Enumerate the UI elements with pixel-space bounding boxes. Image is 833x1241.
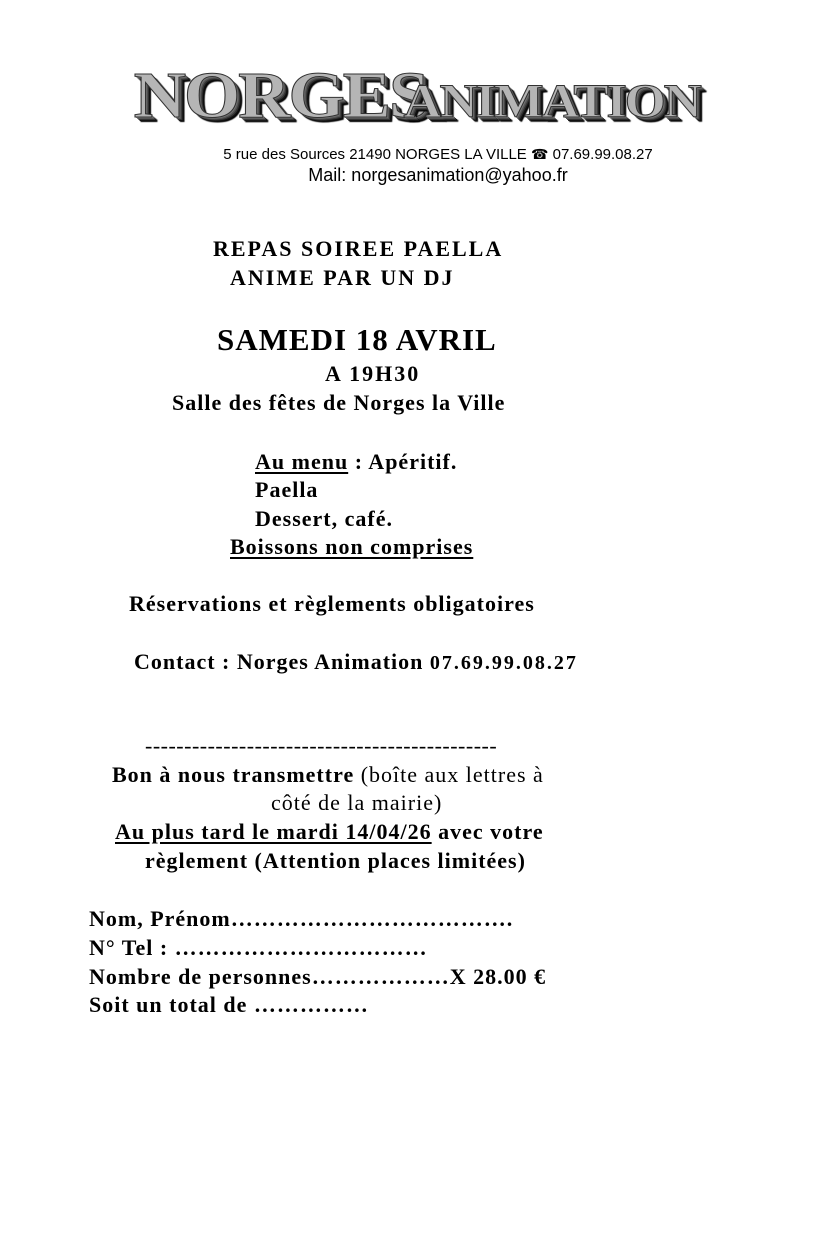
coupon-transmit: Bon à nous transmettre (112, 762, 355, 787)
logo (0, 58, 833, 158)
form-persons-field: Nombre de personnes………………X 28.00 € (89, 964, 547, 989)
coupon-line2: côté de la mairie) (271, 790, 443, 815)
reservation-note: Réservations et règlements obligatoires (129, 591, 535, 616)
drinks-note: Boissons non comprises (230, 534, 474, 559)
form-tel-field: N° Tel : …………………………… (89, 935, 428, 960)
event-title-line1: REPAS SOIREE PAELLA (213, 236, 504, 261)
logo-word-animation: ANIMATION (403, 75, 700, 128)
menu-item-aperitif: : Apéritif. (348, 449, 458, 474)
coupon-separator: --------------------------------------------- (145, 733, 498, 758)
form-name-field: Nom, Prénom………………………………. (89, 906, 514, 931)
mail-line: Mail: norgesanimation@yahoo.fr (308, 165, 568, 185)
phone-icon: ☎ (530, 146, 549, 162)
event-date: SAMEDI 18 AVRIL (217, 322, 497, 357)
logo-word-norges: NORGES (133, 59, 427, 132)
form-total-field: Soit un total de …………… (89, 992, 369, 1017)
event-venue: Salle des fêtes de Norges la Ville (172, 390, 506, 415)
menu-item-paella: Paella (255, 477, 319, 502)
coupon-mailbox: (boîte aux lettres à (354, 762, 544, 787)
event-title-line2: ANIME PAR UN DJ (230, 265, 455, 290)
coupon-line1 (112, 762, 544, 788)
menu-item-dessert: Dessert, café. (255, 506, 393, 531)
coupon-line4: règlement (Attention places limitées) (145, 848, 526, 873)
menu-line1 (255, 449, 457, 475)
address-line (0, 146, 833, 163)
header-phone: 07.69.99.08.27 (552, 146, 653, 163)
contact-label: Contact : Norges Animation (134, 649, 430, 674)
contact-phone: 07.69.99.08.27 (429, 652, 578, 674)
coupon-with-payment: avec votre (431, 819, 544, 844)
coupon-deadline: Au plus tard le mardi 14/04/26 (115, 819, 432, 844)
menu-label: Au menu (255, 449, 349, 474)
coupon-line3 (115, 819, 544, 845)
event-time: A 19H30 (325, 361, 421, 386)
contact-line (134, 649, 578, 675)
address-text: 5 rue des Sources 21490 NORGES LA VILLE (223, 146, 527, 163)
